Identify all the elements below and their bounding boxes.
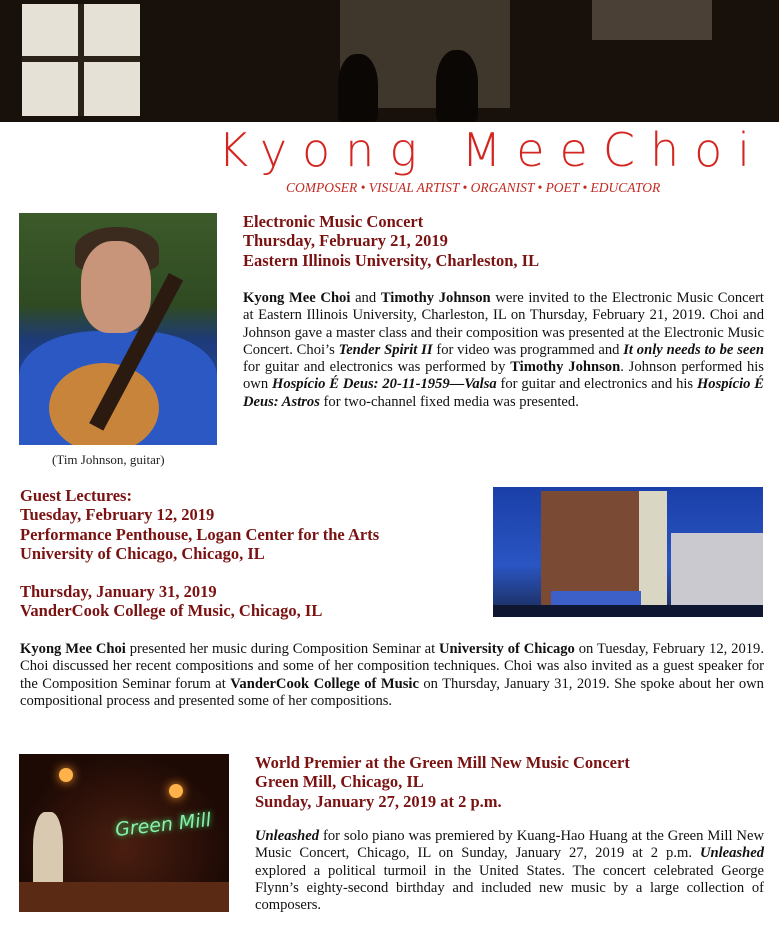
paragraph1-run: and xyxy=(350,290,381,306)
event3-date: Sunday, January 27, 2019 at 2 p.m. xyxy=(255,791,502,811)
paragraph3-run: explored a political turmoil in the United States. The concert celebrated George Flynn’s eighty-second birthday and included new music by a large collection of composers. xyxy=(255,862,764,914)
paragraph1-run: for two-channel fixed media was presented. xyxy=(319,393,579,410)
paragraph1-run: Timothy Johnson xyxy=(380,290,491,306)
event2-description xyxy=(20,641,764,710)
site-title: Kyong MeeChoi xyxy=(218,123,766,177)
event3-description xyxy=(255,828,764,914)
event3-heading xyxy=(255,753,630,811)
paragraph1-run: Hospício É Deus: Astros xyxy=(243,376,765,410)
paragraph1-run: Hospício É Deus: 20-11-1959—Valsa xyxy=(271,376,497,393)
event2-date1: Tuesday, February 12, 2019 xyxy=(20,505,215,525)
paragraph2-run: on Tuesday, February 12, 2019. Choi discussed her recent compositions and some of her composition techniques. Choi was also invited as a guest speaker for the Composition Seminar forum at xyxy=(20,641,764,692)
event3-place: Green Mill, Chicago, IL xyxy=(255,772,424,792)
paragraph3-run: Unleashed xyxy=(255,828,320,844)
logan-center-photo xyxy=(493,487,763,617)
paragraph1-run: . Johnson performed his own xyxy=(243,359,764,393)
paragraph2-run: University of Chicago xyxy=(439,641,575,657)
paragraph2-run: VanderCook College of Music xyxy=(230,675,419,692)
paragraph3-run: for solo piano was premiered by Kuang-Hao Huang at the Green Mill New Music Concert, Chicago, IL on Sunday, January 27, 2019 at 2 p.m. xyxy=(255,828,764,862)
tim-johnson-photo xyxy=(19,213,217,445)
paragraph2-run: Kyong Mee Choi xyxy=(20,641,126,657)
event2-label: Guest Lectures: xyxy=(20,486,132,505)
vase-right xyxy=(436,50,478,122)
vase-left xyxy=(338,54,378,122)
paragraph1-run: for video was programmed and xyxy=(432,341,624,358)
paragraph2-run: presented her music during Composition Seminar at xyxy=(125,641,439,657)
photo-caption: (Tim Johnson, guitar) xyxy=(52,452,165,467)
window-right xyxy=(592,0,712,40)
event1-date: Thursday, February 21, 2019 xyxy=(243,231,448,251)
paragraph3-run: Unleashed xyxy=(699,845,764,862)
green-mill-photo xyxy=(19,754,229,912)
paragraph1-run: Tender Spirit II xyxy=(338,341,433,358)
event2-heading xyxy=(20,486,379,621)
green-mill-neon-sign: Green Mill xyxy=(114,809,213,841)
paragraph1-run: were invited to the Electronic Music Concert at Eastern Illinois University, Charleston, IL on Thursday, February 21, 2019. Choi and Johnson gave a master class and their composition was presented at the Electronic Music Concert. Choi’s xyxy=(243,290,764,358)
paragraph1-run: Kyong Mee Choi xyxy=(243,290,351,306)
event2-date2: Thursday, January 31, 2019 xyxy=(20,582,217,602)
event1-heading xyxy=(243,212,539,270)
paragraph1-run: for guitar and electronics and his xyxy=(496,376,697,393)
event2-place2: VanderCook College of Music, Chicago, IL xyxy=(20,601,323,621)
event1-title: Electronic Music Concert xyxy=(243,212,424,231)
event3-title: World Premier at the Green Mill New Music Concert xyxy=(255,753,630,772)
paragraph1-run: It only needs to be seen xyxy=(623,341,764,358)
paragraph2-run: on Thursday, January 31, 2019. She spoke about her own compositional process and presented some of her compositions. xyxy=(20,675,764,709)
event1-description xyxy=(243,290,764,411)
paragraph1-run: Timothy Johnson xyxy=(510,359,621,376)
paragraph1-run: for guitar and electronics was performed by xyxy=(243,359,511,376)
site-roles: COMPOSER • VISUAL ARTIST • ORGANIST • POET • EDUCATOR xyxy=(286,180,661,195)
window-left xyxy=(22,4,140,116)
event1-place: Eastern Illinois University, Charleston, IL xyxy=(243,250,540,270)
event2-place1: University of Chicago, Chicago, IL xyxy=(20,543,265,563)
header-banner-photo xyxy=(0,0,779,122)
event2-venue1: Performance Penthouse, Logan Center for the Arts xyxy=(20,524,380,544)
